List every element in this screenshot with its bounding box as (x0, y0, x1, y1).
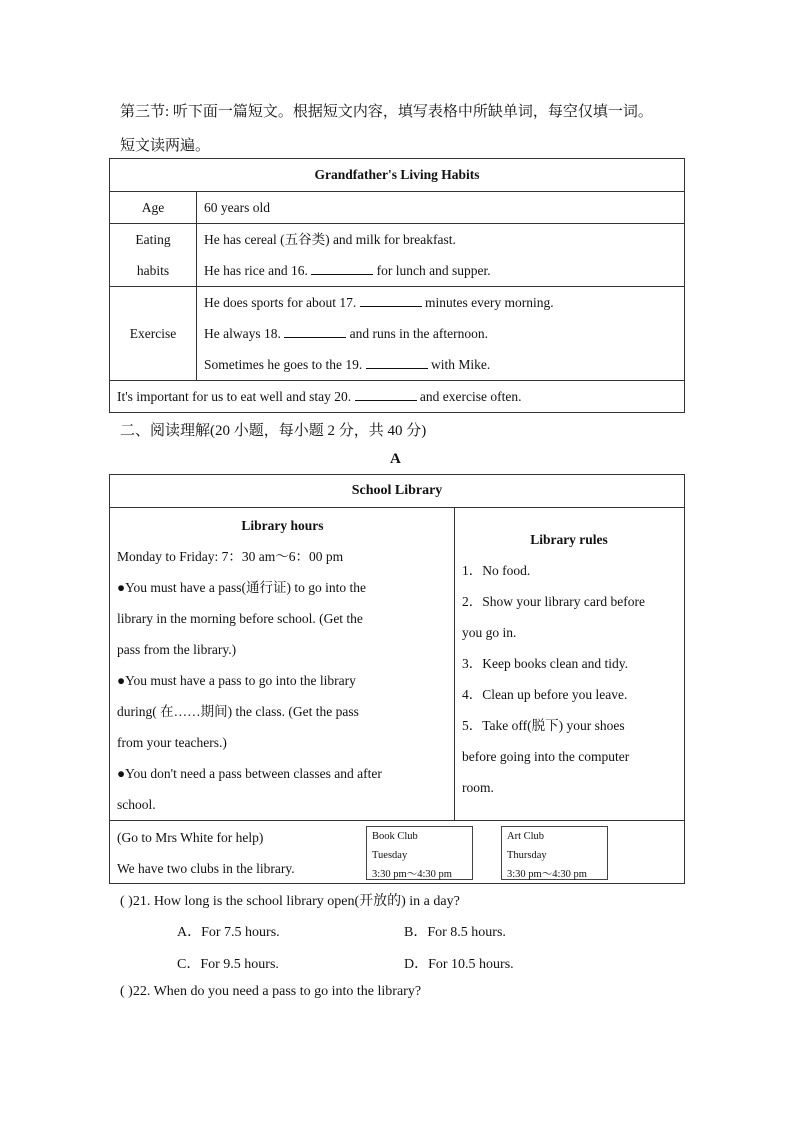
eating-line-2-post: for lunch and supper. (376, 263, 491, 278)
exercise-label: Exercise (110, 287, 197, 381)
answer-blank-17[interactable] (360, 294, 422, 307)
art-club-box (501, 826, 608, 880)
instruction-line-1: 第三节: 听下面一篇短文。根据短文内容，填写表格中所缺单词，每空仅填一词。 (120, 104, 653, 120)
library-clubs-row (110, 821, 685, 884)
eating-label (110, 224, 197, 287)
exercise-line-2-post: and runs in the afternoon. (349, 326, 488, 341)
hours-line: ●You must have a pass to go into the library (117, 673, 356, 688)
exercise-line-2-pre: He always 18. (204, 326, 281, 341)
rules-line: 3．Keep books clean and tidy. (462, 656, 628, 671)
library-hours-title: Library hours (241, 518, 324, 533)
eating-label-line-1: Eating (135, 232, 171, 247)
library-rules-cell (455, 508, 685, 821)
rules-line: 1．No food. (462, 563, 531, 578)
footer-post: and exercise often. (419, 389, 522, 404)
rules-line: 2．Show your library card before (462, 594, 645, 609)
hours-line: ●You don't need a pass between classes and after (117, 766, 382, 781)
answer-blank-16[interactable] (311, 262, 373, 275)
answer-blank-20[interactable] (355, 388, 417, 401)
library-hours-cell (110, 508, 455, 821)
exercise-line-1-post: minutes every morning. (424, 295, 554, 310)
age-label: Age (110, 192, 197, 224)
library-table-title: School Library (110, 475, 685, 508)
eating-content (197, 224, 685, 287)
exercise-line-1 (204, 287, 684, 318)
reading-section-title: 二、阅读理解(20 小题，每小题 2 分，共 40 分) (120, 423, 427, 439)
q21-option-c[interactable]: C．For 9.5 hours. (177, 957, 279, 972)
exercise-line-1-pre: He does sports for about 17. (204, 295, 357, 310)
age-value: 60 years old (197, 192, 685, 224)
club-day: Thursday (507, 850, 547, 861)
q21-option-b[interactable]: B．For 8.5 hours. (404, 925, 506, 940)
rules-line: 4．Clean up before you leave. (462, 687, 628, 702)
hours-line: pass from the library.) (117, 642, 237, 657)
club-name: Book Club (372, 831, 418, 842)
q21-option-d[interactable]: D．For 10.5 hours. (404, 957, 514, 972)
hours-line: ●You must have a pass(通行证) to go into the (117, 580, 367, 595)
eating-line-1: He has cereal (五谷类) and milk for breakfast. (204, 232, 456, 247)
eating-line-2 (204, 255, 684, 286)
q21-option-a[interactable]: A．For 7.5 hours. (177, 925, 280, 940)
exercise-line-3 (204, 349, 684, 380)
passage-label: A (390, 451, 401, 467)
club-time: 3:30 pm～4:30 pm (372, 869, 452, 880)
hours-line: from your teachers.) (117, 735, 227, 750)
hours-line: library in the morning before school. (Get the (117, 611, 363, 626)
hours-line: during( 在……期间) the class. (Get the pass (117, 704, 359, 719)
hours-line: Monday to Friday: 7：30 am～6：00 pm (117, 549, 344, 564)
rules-line: 5．Take off(脱下) your shoes (462, 718, 625, 733)
club-name: Art Club (507, 831, 545, 842)
answer-blank-18[interactable] (284, 325, 346, 338)
club-time: 3:30 pm～4:30 pm (507, 869, 587, 880)
answer-blank-19[interactable] (366, 356, 428, 369)
question-22: ( )22. When do you need a pass to go into the library? (120, 984, 422, 999)
rules-line: you go in. (462, 625, 517, 640)
exercise-line-3-post: with Mike. (430, 357, 491, 372)
hours-line: school. (117, 797, 156, 812)
grandfather-habits-table (109, 158, 685, 413)
library-rules-title: Library rules (530, 532, 608, 547)
exercise-line-2 (204, 318, 684, 349)
exercise-line-3-pre: Sometimes he goes to the 19. (204, 357, 363, 372)
club-day: Tuesday (372, 850, 408, 861)
exercise-content (197, 287, 685, 381)
school-library-table (109, 474, 685, 884)
help-line: (Go to Mrs White for help) (117, 830, 264, 845)
rules-line: before going into the computer (462, 749, 630, 764)
eating-label-line-2: habits (136, 263, 170, 278)
clubs-line: We have two clubs in the library. (117, 861, 295, 876)
question-21: ( )21. How long is the school library open(开放的) in a day? (120, 894, 460, 909)
table-footer (110, 381, 685, 413)
rules-line: room. (462, 780, 494, 795)
eating-line-2-pre: He has rice and 16. (204, 263, 308, 278)
footer-pre: It's important for us to eat well and stay 20. (117, 389, 352, 404)
book-club-box (366, 826, 473, 880)
instruction-line-2: 短文读两遍。 (120, 138, 211, 154)
table-title: Grandfather's Living Habits (110, 159, 685, 192)
